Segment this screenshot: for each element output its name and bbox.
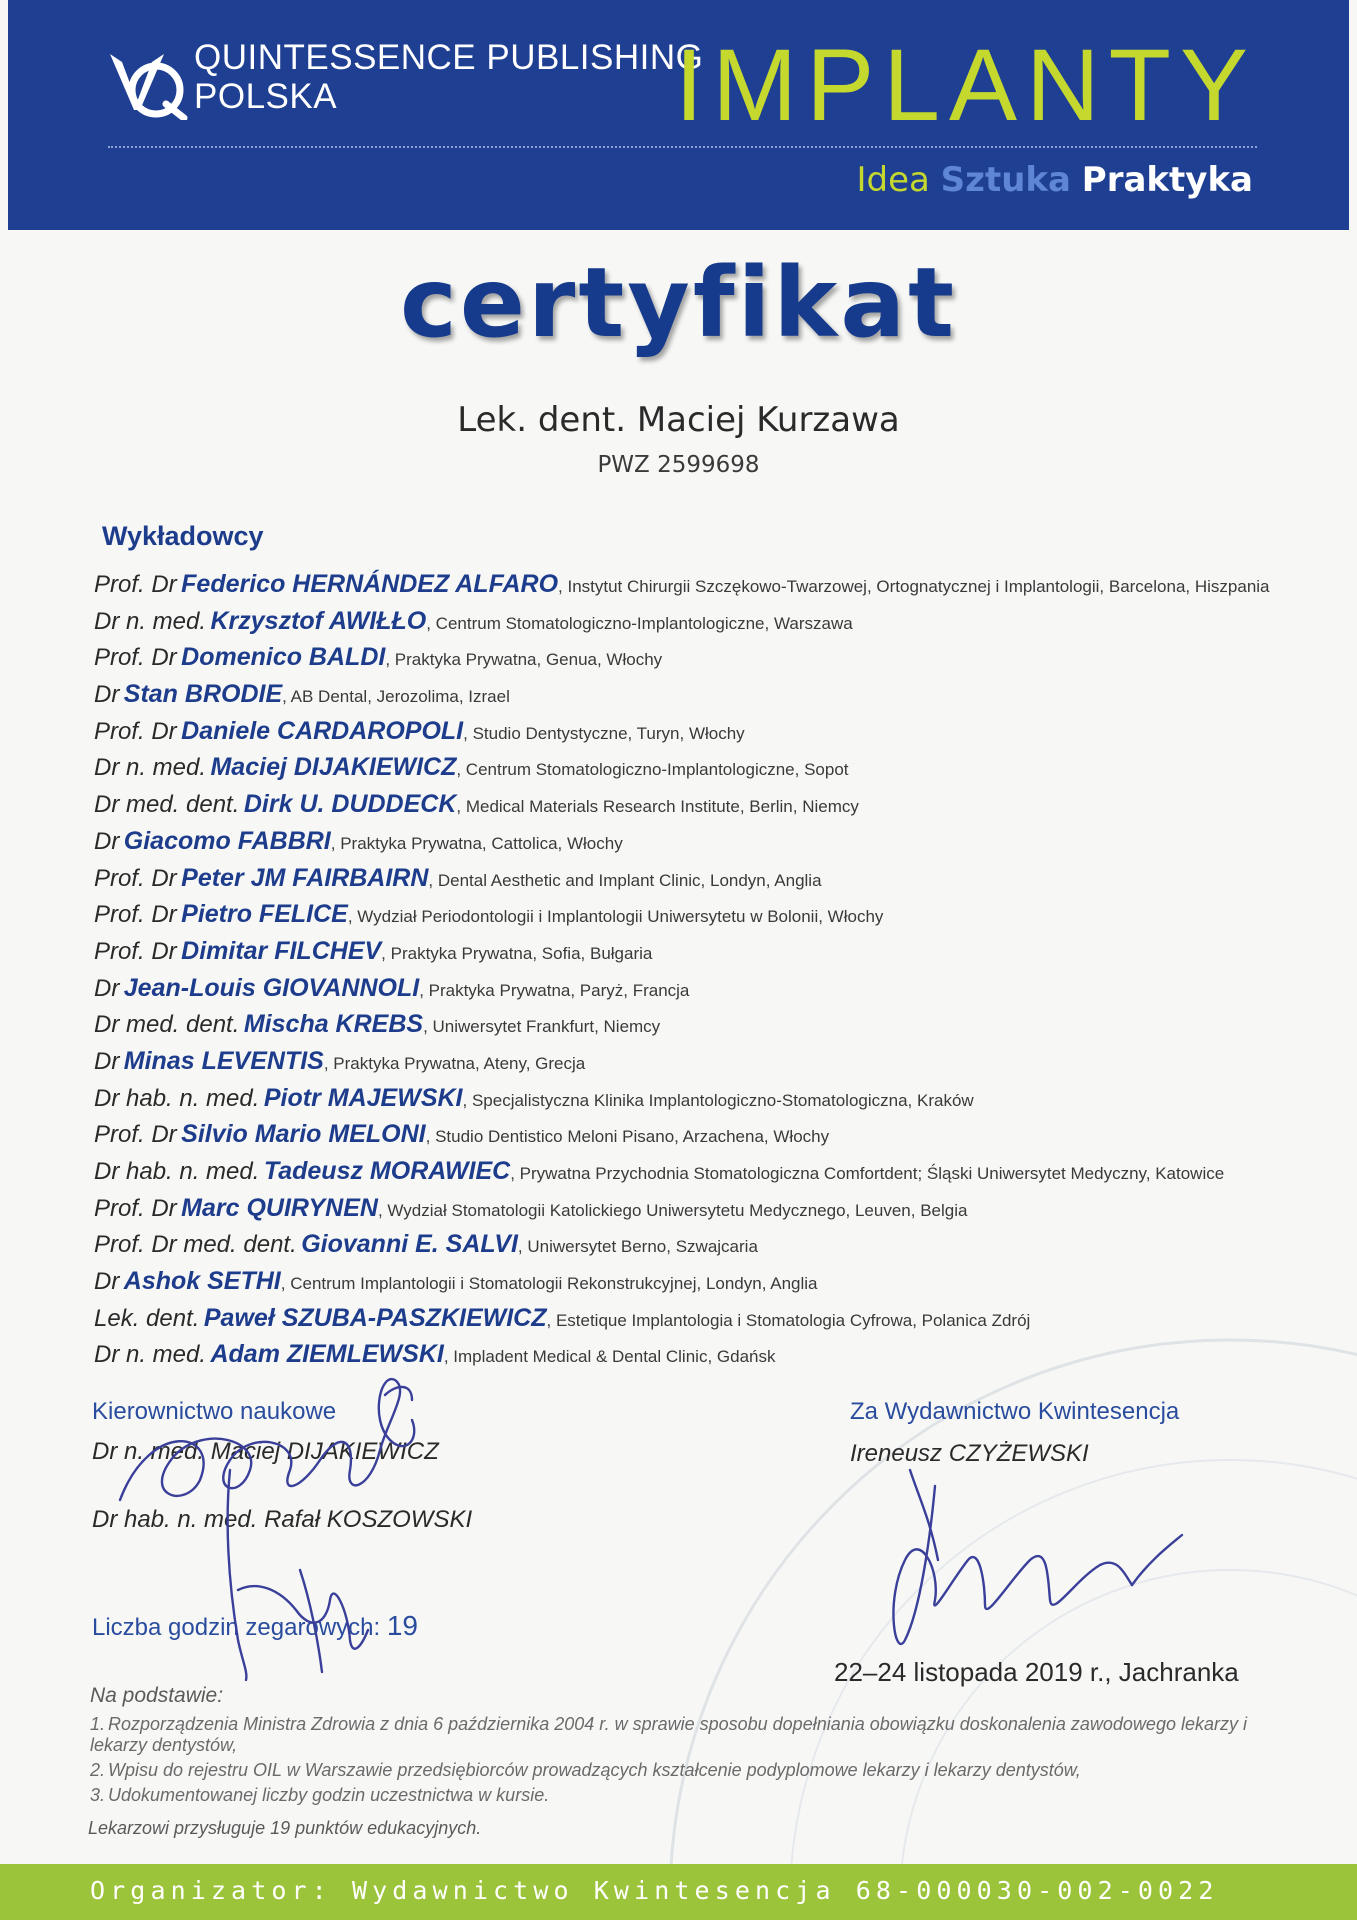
basis-note: [90, 1785, 1270, 1806]
recipient-name: Lek. dent. Maciej Kurzawa: [457, 400, 900, 440]
organizer-line: Organizator: Wydawnictwo Kwintesencja 68-000030-002-0022: [90, 1876, 1219, 1905]
hours-line: [92, 1610, 418, 1642]
basis-note-number: 2.: [90, 1760, 106, 1780]
lecturer-name: Giacomo FABBRI: [123, 826, 331, 855]
lecturers-list: [94, 566, 1294, 1373]
lecturer-title: Prof. Dr: [94, 937, 177, 965]
lecturer-title: Dr: [94, 1047, 120, 1075]
qp-monogram-icon: [104, 48, 190, 120]
brand-title: IMPLANTY: [674, 28, 1257, 142]
tagline-word-2: Sztuka: [940, 160, 1071, 200]
lecturer-affiliation: , Praktyka Prywatna, Cattolica, Włochy: [330, 833, 623, 853]
lecturer-title: Lek. dent.: [94, 1304, 200, 1332]
lecturer-affiliation: , Impladent Medical & Dental Clinic, Gdańsk: [443, 1347, 776, 1367]
lecturer-affiliation: , Uniwersytet Frankfurt, Niemcy: [423, 1017, 661, 1037]
publisher-line-2: POLSKA: [194, 77, 338, 116]
lecturer-affiliation: , Wydział Periodontologii i Implantologii Uniwersytetu w Bolonii, Włochy: [347, 907, 884, 927]
lecturer-title: Prof. Dr: [94, 1194, 177, 1222]
publisher-signatory-name: Ireneusz CZYŻEWSKI: [850, 1440, 1089, 1467]
lecturer-entry: [94, 713, 1294, 750]
lecturer-title: Dr med. dent.: [94, 1011, 240, 1039]
basis-note: [90, 1760, 1270, 1781]
lecturer-entry: [94, 1006, 1294, 1043]
lecturer-title: Dr n. med.: [94, 754, 207, 782]
scientific-leadership-label: Kierownictwo naukowe: [92, 1398, 337, 1425]
lecturer-affiliation: , Studio Dentistico Meloni Pisano, Arzachena, Włochy: [425, 1127, 830, 1147]
hours-label: Liczba godzin zegarowych:: [92, 1614, 381, 1641]
lecturer-affiliation: , Studio Dentystyczne, Turyn, Włochy: [463, 723, 745, 743]
lecturer-entry: [94, 1153, 1294, 1190]
lecturer-name: Piotr MAJEWSKI: [263, 1083, 463, 1112]
lecturer-title: Dr: [94, 974, 120, 1002]
lecturer-name: Dirk U. DUDDECK: [243, 790, 457, 819]
basis-note: [90, 1714, 1270, 1756]
lecturer-name: Krzysztof AWIŁŁO: [210, 606, 427, 635]
lecturer-title: Prof. Dr: [94, 571, 177, 598]
lecturer-title: Prof. Dr: [94, 717, 177, 745]
lecturer-title: Dr n. med.: [94, 1341, 207, 1369]
basis-note-number: 3.: [90, 1785, 106, 1805]
lecturer-affiliation: , Centrum Stomatologiczno-Implantologiczne, Sopot: [456, 760, 849, 780]
tagline-word-1: Idea: [856, 160, 930, 200]
lecturer-title: Prof. Dr: [94, 864, 177, 892]
basis-notes: [90, 1714, 1270, 1810]
lecturer-title: Dr med. dent.: [94, 791, 240, 819]
lecturer-title: Prof. Dr: [94, 1121, 177, 1149]
lecturer-affiliation: , Prywatna Przychodnia Stomatologiczna Comfortdent; Śląski Uniwersytet Medyczny, Katowice: [510, 1164, 1225, 1183]
lecturer-title: Prof. Dr med. dent.: [94, 1231, 297, 1259]
lecturer-affiliation: , Uniwersytet Berno, Szwajcaria: [517, 1237, 758, 1257]
lecturer-entry: [94, 1080, 1294, 1117]
basis-note-number: 1.: [90, 1714, 106, 1734]
lecturer-title: Dr hab. n. med.: [94, 1084, 260, 1112]
lecturer-name: Domenico BALDI: [181, 643, 386, 672]
lecturer-affiliation: , Estetique Implantologia i Stomatologia Cyfrowa, Polanica Zdrój: [546, 1310, 1031, 1330]
lecturer-affiliation: , Dental Aesthetic and Implant Clinic, Londyn, Anglia: [428, 870, 822, 890]
lecturer-entry: [94, 1190, 1294, 1227]
lecturer-entry: [94, 970, 1294, 1007]
tagline-word-3: Praktyka: [1081, 160, 1253, 200]
lecturer-title: Dr n. med.: [94, 607, 207, 635]
lecturer-name: Giovanni E. SALVI: [301, 1230, 518, 1259]
lecturer-entry: [94, 823, 1294, 860]
date-place: 22–24 listopada 2019 r., Jachranka: [834, 1657, 1239, 1687]
lecturer-title: Dr: [94, 827, 120, 855]
lecturer-entry: [94, 1043, 1294, 1080]
lecturer-name: Peter JM FAIRBAIRN: [181, 863, 429, 892]
lecturer-name: Dimitar FILCHEV: [181, 936, 382, 965]
footer-band: [0, 1864, 1357, 1920]
lecturer-entry: [94, 749, 1294, 786]
lecturer-entry: [94, 1263, 1294, 1300]
publisher-line-1: QUINTESSENCE PUBLISHING: [194, 38, 704, 77]
lecturer-affiliation: , Specjalistyczna Klinika Implantologiczno-Stomatologiczna, Kraków: [462, 1090, 974, 1110]
lecturer-entry: [94, 676, 1294, 713]
lecturer-entry: [94, 933, 1294, 970]
lecturer-entry: [94, 639, 1294, 676]
lecturers-heading: Wykładowcy: [102, 521, 264, 551]
lecturer-entry: [94, 1226, 1294, 1263]
lecturer-name: Daniele CARDAROPOLI: [181, 716, 464, 745]
hours-value: 19: [386, 1610, 418, 1641]
publisher-signatory-label: Za Wydawnictwo Kwintesencja: [850, 1398, 1180, 1425]
lecturer-name: Tadeusz MORAWIEC: [263, 1157, 511, 1185]
lecturer-entry: [94, 1116, 1294, 1153]
scientific-leader-1: Dr n. med. Maciej DIJAKIEWICZ: [92, 1438, 439, 1465]
lecturer-affiliation: , AB Dental, Jerozolima, Izrael: [282, 687, 510, 707]
lecturer-entry: [94, 896, 1294, 933]
lecturer-affiliation: , Medical Materials Research Institute, Berlin, Niemcy: [456, 797, 859, 817]
basis-note-text: Rozporządzenia Ministra Zdrowia z dnia 6 października 2004 r. w sprawie sposobu dopełniania obowiązku doskonalenia zawodowego lekarzy i lekarzy dentystów,: [90, 1714, 1247, 1755]
lecturer-entry: [94, 860, 1294, 897]
header-band: [8, 0, 1349, 230]
certificate-title: certyfikat: [399, 247, 957, 359]
lecturer-title: Dr: [94, 681, 120, 709]
lecturer-entry: [94, 1300, 1294, 1337]
lecturer-name: Marc QUIRYNEN: [181, 1193, 378, 1222]
lecturer-title: Prof. Dr: [94, 644, 177, 672]
lecturer-affiliation: , Praktyka Prywatna, Sofia, Bułgaria: [381, 943, 653, 963]
lecturer-name: Federico HERNÁNDEZ ALFARO: [181, 570, 559, 598]
license-number: PWZ 2599698: [597, 452, 760, 478]
basis-note-text: Wpisu do rejestru OIL w Warszawie przedsiębiorców prowadzących kształcenie podyplomowe lekarzy i lekarzy dentystów,: [108, 1760, 1081, 1780]
lecturer-affiliation: , Wydział Stomatologii Katolickiego Uniwersytetu Medycznego, Leuven, Belgia: [377, 1200, 968, 1220]
lecturer-title: Dr hab. n. med.: [94, 1158, 260, 1185]
publisher-name: [194, 38, 703, 116]
lecturer-name: Paweł SZUBA-PASZKIEWICZ: [203, 1303, 547, 1332]
lecturer-name: Silvio Mario MELONI: [181, 1120, 426, 1149]
lecturer-affiliation: , Praktyka Prywatna, Genua, Włochy: [385, 650, 663, 670]
lecturer-name: Mischa KREBS: [243, 1010, 424, 1039]
lecturer-title: Prof. Dr: [94, 901, 177, 929]
lecturer-name: Stan BRODIE: [123, 680, 283, 709]
education-points: Lekarzowi przysługuje 19 punktów edukacyjnych.: [88, 1818, 482, 1838]
lecturer-name: Adam ZIEMLEWSKI: [210, 1340, 444, 1369]
lecturer-affiliation: , Praktyka Prywatna, Ateny, Grecja: [323, 1053, 586, 1073]
lecturer-title: Dr: [94, 1268, 120, 1296]
basis-note-text: Udokumentowanej liczby godzin uczestnictwa w kursie.: [108, 1785, 550, 1805]
lecturer-entry: [94, 603, 1294, 640]
lecturer-affiliation: , Centrum Implantologii i Stomatologii Rekonstrukcyjnej, Londyn, Anglia: [280, 1274, 818, 1294]
lecturer-entry: [94, 1336, 1294, 1373]
tagline: [856, 160, 1253, 200]
scientific-leader-2: Dr hab. n. med. Rafał KOSZOWSKI: [92, 1506, 473, 1533]
basis-label: Na podstawie:: [90, 1684, 224, 1707]
lecturer-affiliation: , Centrum Stomatologiczno-Implantologiczne, Warszawa: [426, 613, 853, 633]
lecturer-name: Ashok SETHI: [123, 1267, 281, 1296]
lecturer-affiliation: , Instytut Chirurgii Szczękowo-Twarzowej, Ortognatycznej i Implantologii, Barcelona, Hiszpania: [558, 577, 1270, 596]
lecturer-name: Maciej DIJAKIEWICZ: [210, 753, 457, 782]
lecturer-entry: [94, 786, 1294, 823]
lecturer-affiliation: , Praktyka Prywatna, Paryż, Francja: [419, 980, 690, 1000]
lecturer-entry: [94, 566, 1294, 603]
lecturer-name: Minas LEVENTIS: [123, 1046, 324, 1075]
lecturer-name: Pietro FELICE: [181, 900, 348, 929]
header-divider: [108, 146, 1257, 148]
lecturer-name: Jean-Louis GIOVANNOLI: [123, 973, 420, 1002]
